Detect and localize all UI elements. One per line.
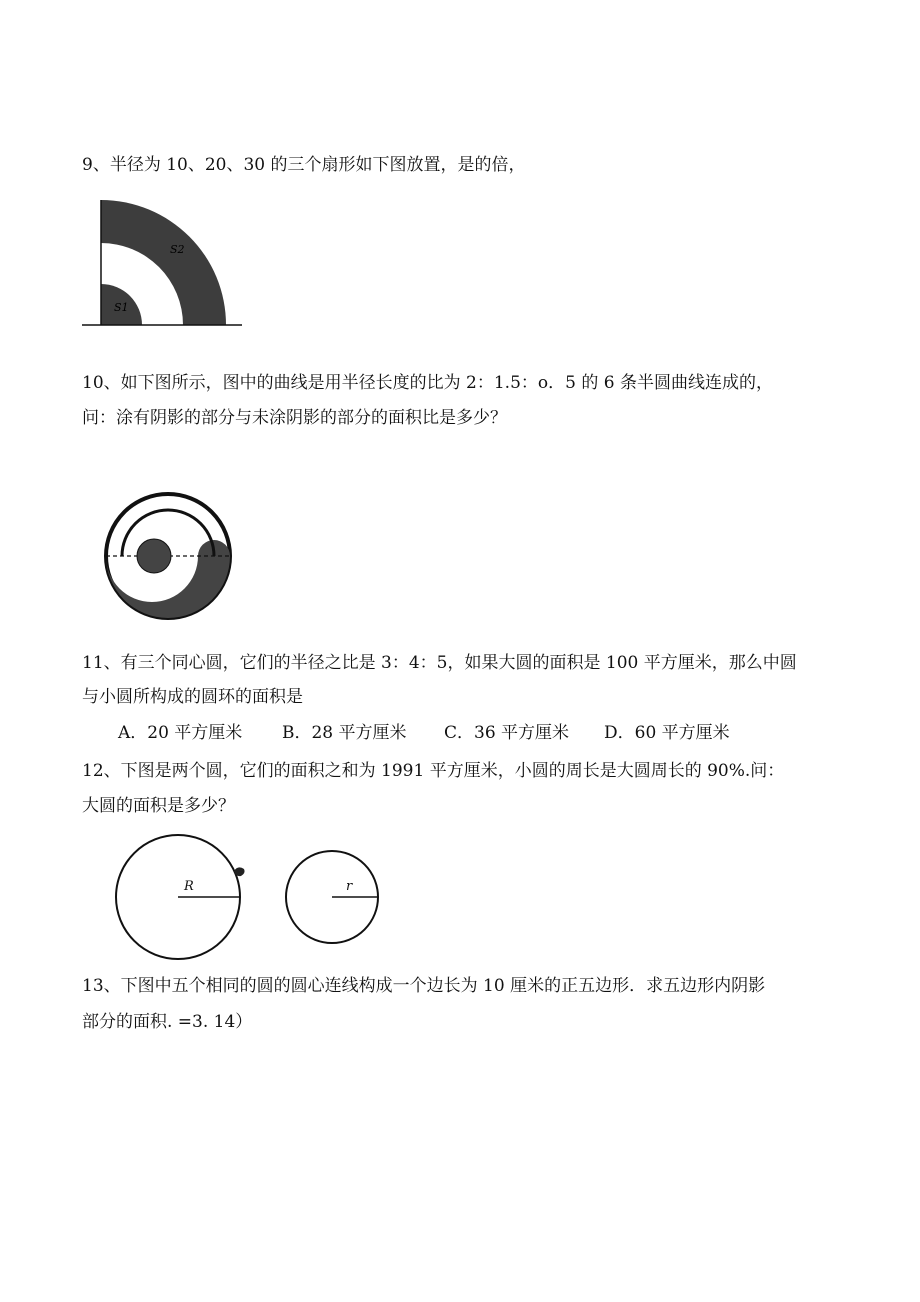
- option-a: A．20 平方厘米: [118, 723, 243, 743]
- label-s2: S2: [170, 243, 185, 256]
- figure-two-circles: [112, 835, 387, 963]
- option-d: D．60 平方厘米: [604, 723, 730, 743]
- question-12-line-2: 大圆的面积是多少？: [82, 796, 235, 816]
- sector-group: [82, 200, 242, 325]
- question-9-text: 9、半径为 10、20、30 的三个扇形如下图放置，是的倍，: [82, 155, 526, 175]
- question-10-line-1: 10、如下图所示，图中的曲线是用半径长度的比为 2：1.5：o．5 的 6 条半圆曲线连成的，: [82, 373, 773, 393]
- option-c: C．36 平方厘米: [444, 723, 570, 743]
- figure-semicircle-curves: [100, 490, 245, 620]
- figure-three-sectors: [82, 195, 244, 330]
- question-11-line-1: 11、有三个同心圆，它们的半径之比是 3：4：5，如果大圆的面积是 100 平方厘米，那么中圆: [82, 653, 797, 673]
- question-11-options: [118, 722, 730, 744]
- center-dot: [137, 539, 171, 573]
- option-b: B．28 平方厘米: [282, 723, 407, 743]
- question-11-line-2: 与小圆所构成的圆环的面积是: [82, 687, 303, 707]
- question-13-line-2: 部分的面积. =3. 14）: [82, 1012, 253, 1032]
- question-12-line-1: 12、下图是两个圆，它们的面积之和为 1991 平方厘米，小圆的周长是大圆周长的 90%.问：: [82, 761, 785, 781]
- label-big-radius: R: [184, 879, 194, 894]
- question-10-line-2: 问：涂有阴影的部分与未涂阴影的部分的面积比是多少？: [82, 408, 507, 428]
- label-s1: S1: [114, 301, 129, 314]
- label-small-radius: r: [346, 879, 353, 894]
- question-13-line-1: 13、下图中五个相同的圆的圆心连线构成一个边长为 10 厘米的正五边形．求五边形内阴影: [82, 976, 766, 996]
